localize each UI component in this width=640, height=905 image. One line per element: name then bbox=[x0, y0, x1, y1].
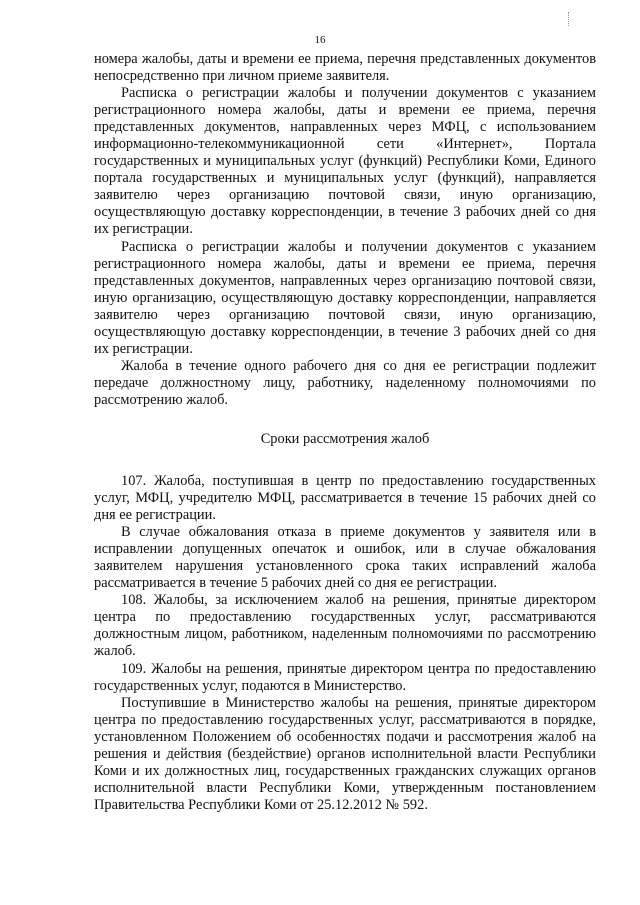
section-heading: Сроки рассмотрения жалоб bbox=[260, 430, 430, 447]
paragraph-receipt-mfc: Расписка о регистрации жалобы и получении документов с указанием регистрационного номера жалобы, даты и времени ее приема, перечня представленных документов, направленных через МФЦ, с использованием информационно-телекоммуникационной сети «Интернет», Портала государственных и муниципальных услуг (функций) Республики Коми, Единого портала государственных и муниципальных услуг (функций), направляется заявителю через организацию почтовой связи, иную организацию, осуществляющую доставку корреспонденции, в течение 3 рабочих дней со дня их регистрации. bbox=[94, 85, 596, 238]
paragraph-appeal-refusal: В случае обжалования отказа в приеме документов у заявителя или в исправлении допущенных опечаток и ошибок, или в случае обжалования заявителем нарушения установленного срока таких исправлений жалоба рассматривается в течение 5 рабочих дней со дня ее регистрации. bbox=[94, 524, 596, 592]
paragraph-transfer: Жалоба в течение одного рабочего дня со дня ее регистрации подлежит передаче должностному лицу, работнику, наделенному полномочиями по рассмотрению жалоб. bbox=[94, 357, 596, 408]
margin-mark bbox=[568, 12, 571, 26]
page-number: 16 bbox=[314, 34, 326, 46]
paragraph-continuation: номера жалобы, даты и времени ее приема, перечня представленных документов непосредственно при личном приеме заявителя. bbox=[94, 51, 596, 85]
paragraph-ministry: Поступившие в Министерство жалобы на решения, принятые директором центра по предоставлению государственных услуг, рассматриваются в порядке, установленном Положением об особенностях подачи и рассмотрения жалоб на решения и действия (бездействие) органов исполнительной власти Республики Коми и их должностных лиц, государственных гражданских служащих органов исполнительной власти Республики Коми, утвержденным постановлением Правительства Республики Коми от 25.12.2012 № 592. bbox=[94, 694, 596, 813]
paragraph-108: 108. Жалобы, за исключением жалоб на решения, принятые директором центра по предоставлению государственных услуг, рассматриваются должностным лицом, работником, наделенным полномочиями по рассмотрению жалоб. bbox=[94, 592, 596, 660]
paragraph-receipt-post: Расписка о регистрации жалобы и получении документов с указанием регистрационного номера жалобы, даты и времени ее приема, перечня представленных документов, направленных через организацию почтовой связи, иную организацию, осуществляющую доставку корреспонденции, направляется заявителю через организацию почтовой связи, иную организацию, осуществляющую доставку корреспонденции, в течение 3 рабочих дней со дня их регистрации. bbox=[94, 238, 596, 357]
paragraph-109: 109. Жалобы на решения, принятые директором центра по предоставлению государственных услуг, подаются в Министерство. bbox=[94, 660, 596, 694]
document-body bbox=[94, 51, 596, 814]
paragraph-107: 107. Жалоба, поступившая в центр по предоставлению государственных услуг, МФЦ, учредителю МФЦ, рассматривается в течение 15 рабочих дней со дня ее регистрации. bbox=[94, 472, 596, 524]
